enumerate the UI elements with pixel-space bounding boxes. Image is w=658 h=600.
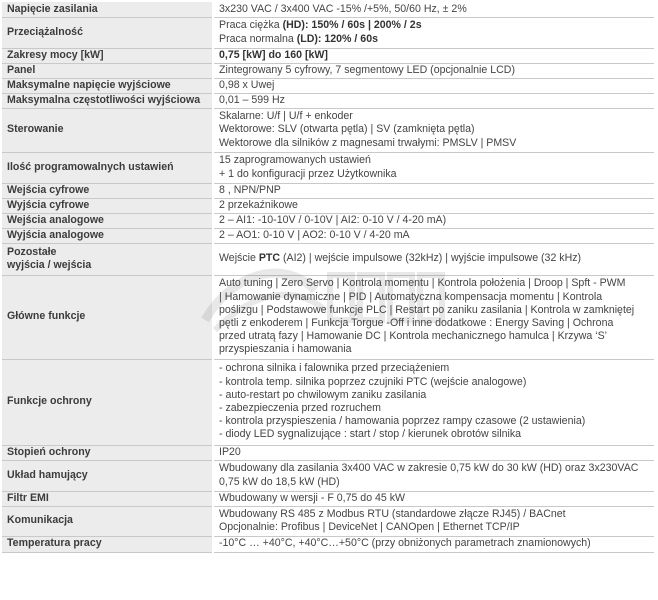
spec-value-line: - diody LED sygnalizujące : start / stop / kierunek obrotów silnika	[219, 428, 522, 441]
spec-label: Przeciążalność	[2, 17, 213, 48]
spec-value-line: Opcjonalnie: Profibus | DeviceNet | CANOpen | Ethernet TCP/IP	[219, 521, 520, 533]
spec-value-bold: 0,75 [kW] do 160 [kW]	[219, 48, 328, 61]
spec-row	[2, 63, 654, 78]
spec-row	[2, 48, 654, 63]
spec-row	[2, 108, 654, 152]
spec-value-line: - zabezpieczenia przed rozruchem	[219, 402, 381, 414]
spec-row	[2, 78, 654, 93]
spec-label: Maksymalna częstotliwości wyjściowa	[2, 93, 213, 108]
spec-row	[2, 213, 654, 228]
spec-label: Maksymalne napięcie wyjściowe	[2, 78, 213, 93]
spec-value	[213, 78, 654, 93]
spec-value-text: Praca normalna	[219, 32, 297, 45]
spec-value	[213, 228, 654, 243]
spec-row	[2, 152, 654, 183]
spec-value	[213, 213, 654, 228]
spec-value	[213, 198, 654, 213]
spec-value-line: Wbudowany dla zasilania 3x400 VAC w zakresie 0,75 kW do 30 kW (HD) oraz 3x230VAC	[219, 462, 639, 475]
spec-value-line: Skalarne: U/f | U/f + enkoder	[219, 110, 353, 123]
spec-row	[2, 243, 654, 275]
spec-value-line: 15 zaprogramowanych ustawień	[219, 154, 371, 167]
spec-label: Temperatura pracy	[2, 536, 213, 552]
spec-value	[213, 460, 654, 491]
spec-value-line: 2 przekaźnikowe	[219, 198, 298, 211]
spec-row	[2, 359, 654, 445]
spec-row	[2, 2, 654, 17]
spec-table	[2, 2, 654, 553]
spec-value	[213, 93, 654, 108]
spec-value	[213, 536, 654, 552]
spec-value	[213, 359, 654, 445]
spec-row	[2, 198, 654, 213]
spec-label: Wejścia analogowe	[2, 213, 213, 228]
spec-value-line: - auto-restart po chwilowym zaniku zasilania	[219, 388, 427, 401]
spec-value	[213, 152, 654, 183]
spec-value	[213, 506, 654, 536]
spec-row	[2, 491, 654, 506]
spec-value-line: 0,01 – 599 Hz	[219, 93, 285, 106]
spec-label: Główne funkcje	[2, 275, 213, 359]
spec-label: Wyjścia analogowe	[2, 228, 213, 243]
spec-value-line: 3x230 VAC / 3x400 VAC -15% /+5%, 50/60 Hz, ± 2%	[219, 2, 467, 15]
spec-value	[213, 48, 654, 63]
spec-value-line: -10°C … +40°C, +40°C…+50°C (przy obniżonych parametrach znamionowych)	[219, 537, 591, 550]
spec-label: Filtr EMI	[2, 491, 213, 506]
spec-value	[213, 491, 654, 506]
spec-label: Panel	[2, 63, 213, 78]
spec-value-line: + 1 do konfiguracji przez Użytkownika	[219, 167, 397, 180]
spec-value-line: 0,75 kW do 18,5 kW (HD)	[219, 475, 340, 488]
spec-value-line	[219, 252, 649, 265]
spec-value-line: Auto tuning | Zero Servo | Kontrola momentu | Kontrola położenia | Droop | Spft - PWM	[219, 277, 626, 290]
spec-label: Wejścia cyfrowe	[2, 183, 213, 198]
spec-label: Zakresy mocy [kW]	[2, 48, 213, 63]
spec-table-body	[2, 2, 654, 552]
spec-value-text: Wejście	[219, 252, 259, 265]
spec-row	[2, 460, 654, 491]
spec-value	[213, 63, 654, 78]
spec-value-text: Praca ciężka	[219, 19, 283, 32]
spec-label	[2, 243, 213, 275]
spec-value-line: - kontrola temp. silnika poprzez czujniki PTC (wejście analogowe)	[219, 375, 527, 388]
spec-row	[2, 445, 654, 460]
spec-label: Stopień ochrony	[2, 445, 213, 460]
spec-value-line: - ochrona silnika i falownika przed przeciążeniem	[219, 362, 450, 375]
spec-value-line: | Hamowanie dynamiczne | PID | Automatyczna kompensacja momentu | Kontrola	[219, 290, 603, 303]
spec-label: Wyjścia cyfrowe	[2, 198, 213, 213]
spec-value-line: 2 – AO1: 0-10 V | AO2: 0-10 V / 4-20 mA	[219, 228, 410, 241]
spec-label-line: Pozostałe	[7, 245, 57, 258]
spec-value-line	[219, 19, 649, 32]
spec-row	[2, 183, 654, 198]
spec-value-line: - kontrola przyspieszenia / hamowania poprzez rampy czasowe (2 ustawienia)	[219, 415, 586, 428]
spec-label: Funkcje ochrony	[2, 359, 213, 445]
spec-value	[213, 243, 654, 275]
spec-value-line: IP20	[219, 445, 241, 458]
spec-value-line: Wbudowany w wersji - F 0,75 do 45 kW	[219, 491, 406, 504]
spec-label: Układ hamujący	[2, 460, 213, 491]
spec-value-line	[219, 33, 649, 46]
spec-row	[2, 93, 654, 108]
spec-value-line: pętli z enkoderem | Funkcja Torgue -Off i inne dodatkowe : Energy Saving | Ochrona	[219, 317, 614, 329]
spec-row	[2, 17, 654, 48]
spec-value-line: 0,98 x Uwej	[219, 78, 275, 91]
spec-row	[2, 228, 654, 243]
spec-value-line	[219, 49, 649, 62]
spec-row	[2, 275, 654, 359]
spec-value-line: 2 – AI1: -10-10V / 0-10V | AI2: 0-10 V / 4-20 mA)	[219, 213, 447, 226]
spec-value-text: (AI2) | wejście impulsowe (32kHz) | wyjście impulsowe (32 kHz)	[280, 252, 582, 265]
spec-label: Ilość programowalnych ustawień	[2, 152, 213, 183]
spec-row	[2, 536, 654, 552]
spec-value	[213, 275, 654, 359]
spec-value-bold: (HD): 150% / 60s | 200% / 2s	[282, 19, 422, 32]
spec-value	[213, 183, 654, 198]
spec-row	[2, 506, 654, 536]
spec-value-line: poślizgu | Podstawowe funkcje PLC | Restart po zaniku zasilania | Kontrola w zamkniętej	[219, 303, 635, 316]
spec-value-line: Wektorowe dla silników z magnesami trwałymi: PMSLV | PMSV	[219, 136, 517, 149]
spec-value	[213, 445, 654, 460]
spec-value-line: 8 , NPN/PNP	[219, 183, 281, 196]
spec-value-line: Wbudowany RS 485 z Modbus RTU (standardowe złącze RJ45) / BACnet	[219, 507, 566, 520]
spec-value	[213, 2, 654, 17]
spec-value	[213, 17, 654, 48]
spec-value	[213, 108, 654, 152]
spec-value-bold: (LD): 120% / 60s	[296, 32, 378, 45]
spec-label: Komunikacja	[2, 506, 213, 536]
spec-value-line: Zintegrowany 5 cyfrowy, 7 segmentowy LED (opcjonalnie LCD)	[219, 63, 515, 76]
spec-label: Sterowanie	[2, 108, 213, 152]
spec-label: Napięcie zasilania	[2, 2, 213, 17]
spec-value-line: przed utratą fazy | Hamowanie DC | Kontrola mechanicznego hamulca | Krzywa ‘S’	[219, 330, 608, 343]
spec-label-line: wyjścia / wejścia	[7, 259, 92, 271]
spec-value-bold: PTC	[258, 252, 281, 265]
spec-value-line: Wektorowe: SLV (otwarta pętla) | SV (zamknięta pętla)	[219, 123, 475, 136]
spec-value-line: przyspieszania i hamowania	[219, 343, 352, 356]
